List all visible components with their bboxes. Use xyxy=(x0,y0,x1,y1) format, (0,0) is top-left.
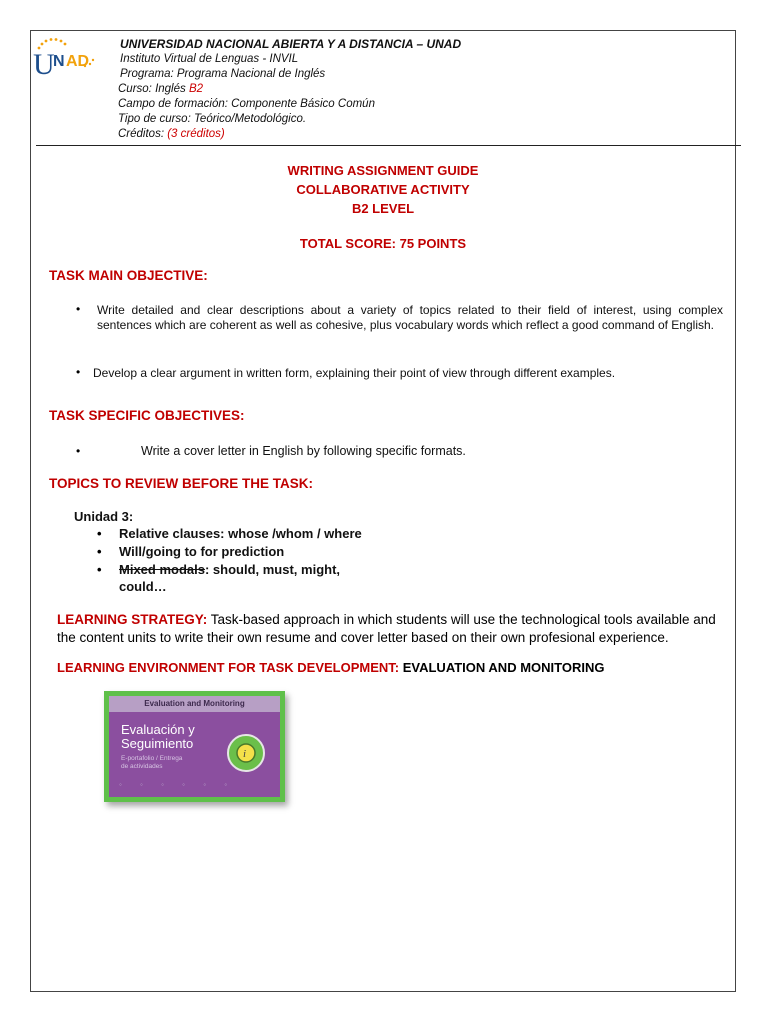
svg-text:N: N xyxy=(53,53,65,70)
learning-environment-label: LEARNING ENVIRONMENT FOR TASK DEVELOPMENT: xyxy=(57,660,400,675)
topic-item-1: Relative clauses: whose /whom / where xyxy=(119,526,362,541)
bullet: • xyxy=(76,444,81,458)
course-type: Tipo de curso: Teórico/Metodológico. xyxy=(118,113,307,125)
document-header xyxy=(120,37,461,142)
title-line-1: WRITING ASSIGNMENT GUIDE xyxy=(287,163,479,178)
learning-strategy xyxy=(57,611,727,647)
topics-heading: TOPICS TO REVIEW BEFORE THE TASK: xyxy=(49,476,314,491)
topic-item-3 xyxy=(119,562,340,577)
topic-item-3-rest: : should, must, might, xyxy=(204,562,341,577)
field: Campo de formación: Componente Básico Común xyxy=(118,98,375,110)
specific-objectives-heading: TASK SPECIFIC OBJECTIVES: xyxy=(49,408,245,423)
main-objective-item-2: Develop a clear argument in written form, explaining their point of view through different examples. xyxy=(93,366,616,380)
topic-item-3-continued: could… xyxy=(119,579,167,594)
unit-label: Unidad 3: xyxy=(74,509,134,524)
thumbnail-subtitle-2: de actividades xyxy=(121,763,163,770)
specific-objective-item-1: Write a cover letter in English by following specific formats. xyxy=(141,444,466,458)
header-divider xyxy=(36,145,741,146)
evaluation-thumbnail xyxy=(104,691,285,802)
program: Programa: Programa Nacional de Inglés xyxy=(120,68,326,80)
svg-text:U: U xyxy=(33,48,55,80)
bullet: • xyxy=(97,562,102,577)
thumbnail-header: Evaluation and Monitoring xyxy=(109,696,280,712)
institute: Instituto Virtual de Lenguas - INVIL xyxy=(120,53,299,65)
learning-strategy-label: LEARNING STRATEGY: xyxy=(57,612,208,627)
main-objective-heading: TASK MAIN OBJECTIVE: xyxy=(49,268,208,283)
thumbnail-subtitle xyxy=(121,755,182,771)
topic-item-2: Will/going to for prediction xyxy=(119,544,285,559)
credits-label: Créditos: xyxy=(118,128,168,140)
bullet: • xyxy=(76,302,81,316)
university-name: UNIVERSIDAD NACIONAL ABIERTA Y A DISTANCIA – UNAD xyxy=(120,37,462,51)
struck-text: Mixed modals xyxy=(119,562,205,577)
unad-logo xyxy=(33,36,103,80)
learning-strategy-text: Task-based approach in which students will use the technological tools available and the content units to write their own resume and cover letter based on their own profesional experience. xyxy=(57,612,716,645)
course-line xyxy=(118,82,461,97)
bullet: • xyxy=(97,544,102,559)
title-line-2: COLLABORATIVE ACTIVITY xyxy=(296,182,470,197)
credits-value: (3 créditos) xyxy=(167,128,225,140)
thumbnail-title-2: Seguimiento xyxy=(121,736,194,751)
thumbnail-subtitle-1: E-portafolio / Entrega xyxy=(121,755,183,762)
total-score: TOTAL SCORE: 75 POINTS xyxy=(299,236,467,251)
svg-text:i: i xyxy=(243,748,247,760)
thumbnail-panel xyxy=(109,696,280,797)
learning-environment xyxy=(57,659,727,677)
course-label: Curso: Inglés xyxy=(118,83,189,95)
thumbnail-title xyxy=(121,723,195,751)
decorative-icons: ◦ ◦ ◦ ◦ ◦ ◦ xyxy=(119,780,236,789)
title-line-3: B2 LEVEL xyxy=(351,201,415,216)
credits-line xyxy=(118,127,461,142)
svg-text:AD: AD xyxy=(66,53,90,70)
thumbnail-title-1: Evaluación y xyxy=(121,722,195,737)
clipboard-icon xyxy=(227,734,265,772)
title-block xyxy=(30,161,736,218)
bullet: • xyxy=(97,526,102,541)
learning-environment-value: EVALUATION AND MONITORING xyxy=(399,660,605,675)
main-objective-item-1: Write detailed and clear descriptions about a variety of topics related to their field of interest, using complex sentences which are coherent as well as cohesive, plus vocabulary words which reflect a good command of English. xyxy=(97,303,723,332)
course-level: B2 xyxy=(188,83,204,95)
bullet: • xyxy=(76,365,81,379)
